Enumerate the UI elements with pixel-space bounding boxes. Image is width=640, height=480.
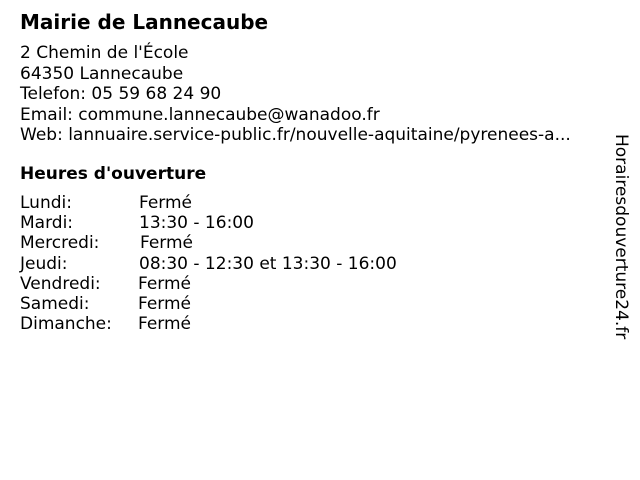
- hours-value: Fermé: [138, 273, 192, 294]
- site-watermark: [603, 134, 639, 374]
- address-street: 2 Chemin de l'École: [20, 43, 189, 63]
- hours-value: Fermé: [140, 233, 194, 254]
- day-label: Jeudi:: [20, 253, 68, 274]
- day-label: Samedi:: [20, 293, 90, 314]
- email-address: Email: commune.lannecaube@wanadoo.fr: [20, 104, 380, 125]
- address-city: 64350 Lannecaube: [20, 63, 184, 84]
- hours-row-friday: [20, 274, 397, 294]
- hours-row-thursday: [20, 254, 397, 274]
- hours-row-tuesday: [20, 213, 397, 233]
- hours-row-wednesday: [20, 233, 397, 253]
- contact-info: [20, 43, 571, 146]
- opening-hours-list: [20, 193, 397, 334]
- day-label: Vendredi:: [20, 273, 101, 294]
- day-label: Mercredi:: [20, 233, 100, 254]
- website-url: Web: lannuaire.service-public.fr/nouvelle-aquitaine/pyrenees-a...: [20, 125, 571, 145]
- phone-number: Telefon: 05 59 68 24 90: [20, 84, 222, 104]
- hours-row-saturday: [20, 294, 397, 314]
- hours-heading: Heures d'ouverture: [20, 164, 207, 184]
- hours-row-monday: [20, 193, 397, 213]
- hours-value: Fermé: [138, 314, 192, 335]
- day-label: Dimanche:: [20, 314, 112, 335]
- day-label: Lundi:: [20, 193, 72, 213]
- hours-row-sunday: [20, 314, 397, 334]
- site-name: Horairesdouverture24.fr: [611, 134, 631, 340]
- page-title: Mairie de Lannecaube: [20, 10, 269, 34]
- day-label: Mardi:: [20, 213, 74, 234]
- hours-value: Fermé: [139, 193, 193, 213]
- hours-value: Fermé: [138, 293, 192, 314]
- hours-value: 08:30 - 12:30 et 13:30 - 16:00: [139, 253, 397, 274]
- hours-value: 13:30 - 16:00: [139, 213, 254, 234]
